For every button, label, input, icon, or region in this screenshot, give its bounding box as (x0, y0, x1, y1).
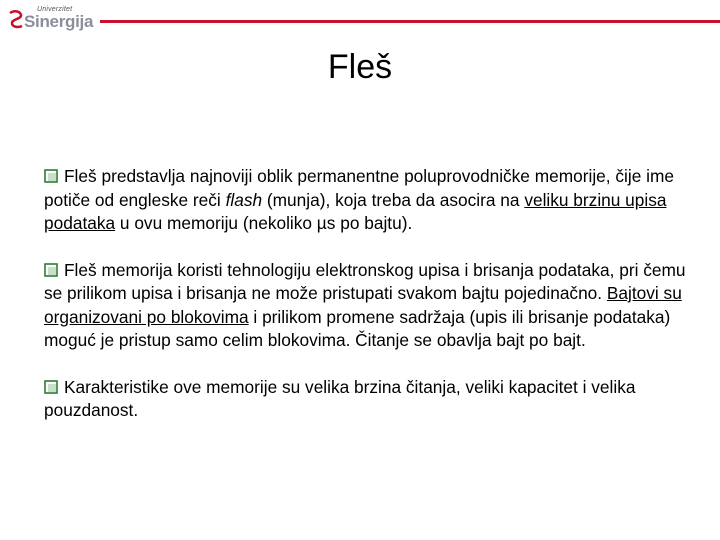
p1-text-a: predstavlja najnoviji oblik permanentne poluprovodničke memorije, čije ime potiče od engleske reči (44, 166, 674, 210)
slide-body (44, 165, 686, 446)
p1-italic: flash (225, 189, 263, 210)
checkbox-bullet-icon (44, 380, 58, 394)
p3-text: Karakteristike ove memorije su velika brzina čitanja, veliki kapacitet i velika pouzdanost. (44, 376, 636, 420)
logo-mark-icon (8, 10, 24, 30)
paragraph-1 (44, 165, 686, 236)
p2-text-a: Fleš memorija koristi tehnologiju elektronskog upisa i brisanja podataka, pri čemu se prilikom upisa i brisanja ne može pristupati svakom bajtu pojedinačno. (44, 259, 686, 303)
p1-text-b: (munja), koja treba da asocira na (262, 189, 525, 210)
university-logo (8, 6, 98, 32)
checkbox-bullet-icon (44, 263, 58, 277)
logo-main-text: Sinergija (24, 12, 94, 31)
header-divider (100, 20, 720, 23)
logo-top-text: Univerzitet (37, 6, 73, 13)
slide-title: Fleš (327, 48, 393, 86)
checkbox-bullet-icon (44, 169, 58, 183)
flash-term: Fleš (64, 166, 97, 186)
p2-text-b: i prilikom promene sadržaja (upis ili brisanje podataka) moguć je pristup samo celim blokovima. Čitanje se obavlja bajt po bajt. (44, 306, 671, 350)
p1-underlined: veliku brzinu upisa podataka (44, 189, 667, 233)
paragraph-2 (44, 259, 686, 353)
p2-underlined: Bajtovi su organizovani po blokovima (44, 283, 682, 327)
paragraph-3 (44, 376, 686, 423)
p1-text-c: u ovu memoriju (nekoliko µs po bajtu). (115, 213, 413, 233)
